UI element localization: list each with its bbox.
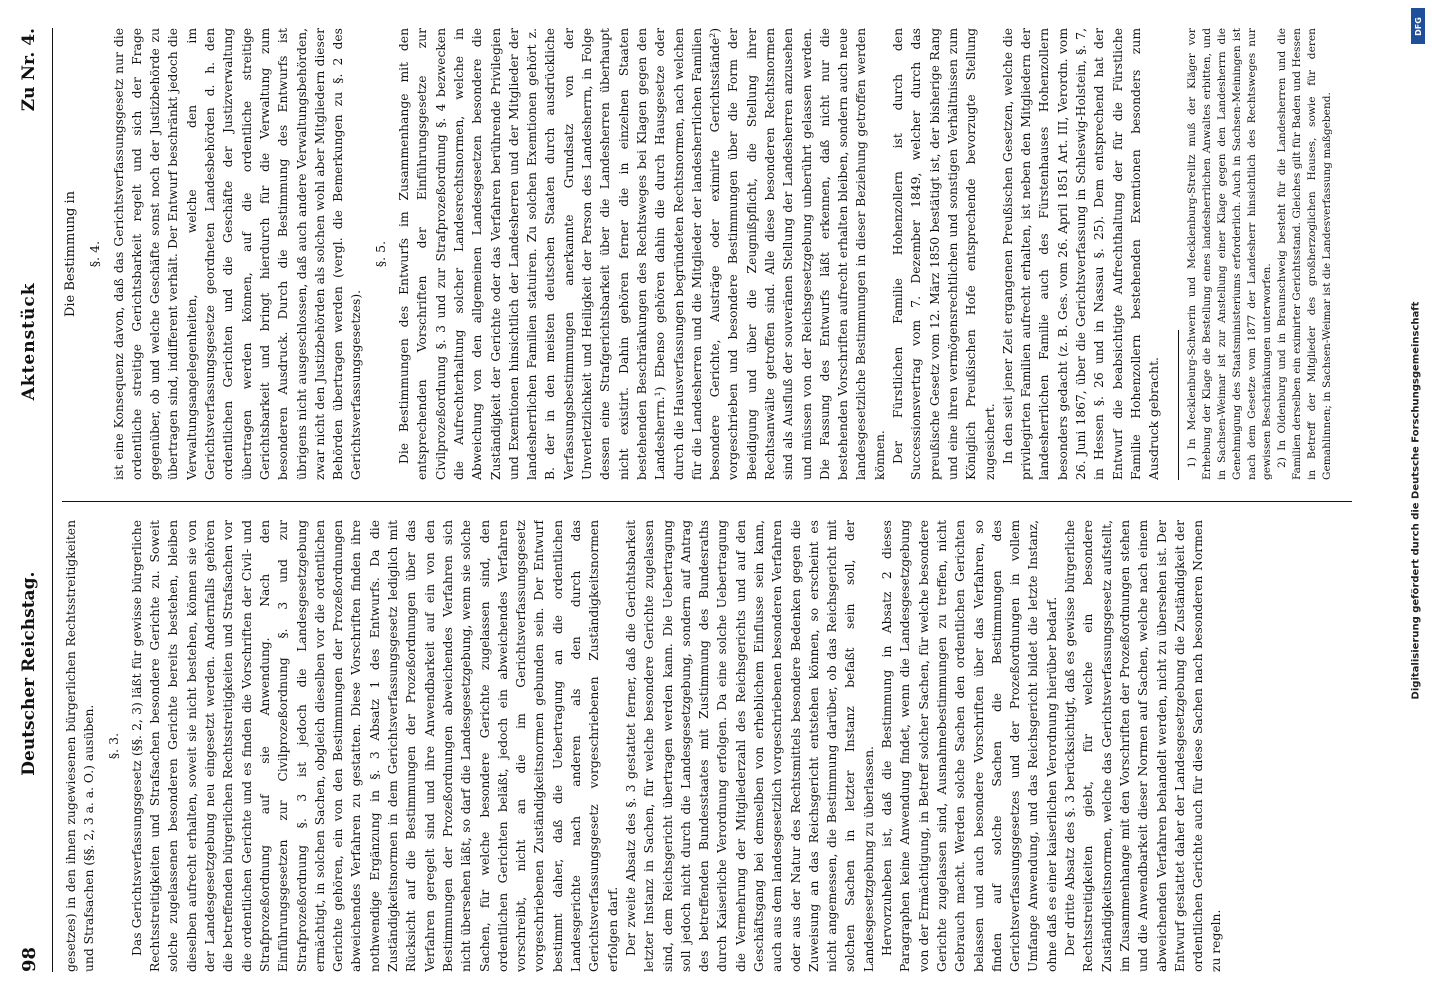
left-paragraph: Der zweite Absatz des §. 3 gestattet ferner, daß die Gerichtsbarkeit letzter Instanz in Sachen, für welche besondere Gerichte zugelassen sind, dem Reichsgericht übertragen werden kann. Die Uebertragung soll jedoch nicht durch die Landesgesetzgebung, sondern auf Antrag des betreffenden Bundesstaates mit Zustimmung des Bundesraths durch Kaiserliche Verordnung erfolgen. Da eine solche Uebertragung die Vermehrung der Mitgliederzahl des Reichsgerichts und auf den Geschäftsgang bei demselben von erheblichem Einflusse sein kann, auch aus dem landesgesetzlich vorgeschriebenen besonderen Verfahren oder aus der Natur des Rechtsmittels besondere Bedenken gegen die Zuweisung an das Reichsgericht entstehen können, so erscheint es nicht angemessen, die Bestimmung darüber, ob das Reichsgericht mit solchen Sachen in letzter Instanz befaßt sein soll, der Landesgesetzgebung zu überlassen. [623,520,876,972]
left-paragraph: Hervorzuheben ist, daß die Bestimmung in Absatz 2 dieses Paragraphen keine Anwendung findet, wenn die Landesgesetzgebung von der Ermächtigung, in Betreff solcher Sachen, für welche besondere Gerichte zugelassen sind, Ausnahmebestimmungen zu treffen, nicht Gebrauch macht. Werden solche Sachen den ordentlichen Gerichten belassen und auch besondere Vorschriften über das Verfahren, so finden auf solche Sachen die Bestimmungen des Gerichtsverfassungsgesetzes und der Prozeßordnungen in vollem Umfange Anwendung, und das Reichsgericht bildet die letzte Instanz, ohne daß es einer kaiserlichen Verordnung hierüber bedarf. [880,520,1059,972]
right-paragraph: In den seit jener Zeit ergangenen Preußischen Gesetzen, welche die privilegirten Familien aufrecht erhalten, ist neben den Mitgliedern der landesherrlichen Familie auch des Fürstenhauses Hohenzollern besonders gedacht (z. B. Ges. vom 26. April 1851 Art. III, Verordn. vom 26. Juni 1867, über die Gerichtsverfassung in Schleswig-Holstein, §. 7, in Hessen §. 26 und in Nassau §. 25). Dem entsprechend hat der Entwurf die beabsichtigte Aufrechthaltung der für die Fürstliche Familie Hohenzollern bestehenden Exemtionen besonders zum Ausdruck gebracht. [1000,28,1162,480]
section-5-heading: §. 5. [372,240,388,268]
left-paragraph: Das Gerichtsverfassungsgesetz (§§. 2, 3) läßt für gewisse bürgerliche Rechtsstreitigkeiten und Strafsachen besondere Gerichte zu. Soweit solche zugelassenen besonderen Gerichte bereits bestehen, bleiben dieselben aufrecht erhalten, soweit sie nicht bestehen, können sie von der Landesgesetzgebung neu eingesetzt werden. Andernfalls gehören die betreffenden bürgerlichen Rechtsstreitigkeiten und Strafsachen vor die ordentlichen Gerichte und es finden die Vorschriften der Civil- und Strafprozeßordnung auf sie Anwendung. Nach den Einführungsgesetzen zur Civilprozeßordnung §. 3 und zur Strafprozeßordnung §. 3 ist jedoch die Landesgesetzgebung ermächtigt, in solchen Sachen, obgleich dieselben vor die ordentlichen Gerichte gehören, ein von den Bestimmungen der Prozeßordnungen abweichendes Verfahren zu gestatten. Diese Vorschriften finden ihre nothwendige Ergänzung in §. 3 Absatz 1 des Entwurfs. Da die Zuständigkeitsnormen in dem Gerichtsverfassungsgesetz lediglich mit Rücksicht auf die Bestimmungen der Prozeßordnungen über das Verfahren geregelt sind und ihre Anwendbarkeit auf ein von den Bestimmungen der Prozeßordnungen abweichendes Verfahren sich nicht übersehen läßt, so darf die Landesgesetzgebung, wenn sie solche Sachen, für welche besondere Gerichte zugelassen sind, den ordentlichen Gerichten beläßt, jedoch ein abweichendes Verfahren vorschreibt, nicht an die im Gerichtsverfassungsgesetz vorgeschriebenen Zuständigkeitsnormen gebunden sein. Der Entwurf bestimmt daher, daß die Uebertragung an die ordentlichen Landesgerichte nach anderen als den durch das Gerichtsverfassungsgesetz vorgeschriebenen Zuständigkeitsnormen erfolgen darf. [129,520,620,972]
dfg-logo [1411,8,1425,44]
header-rule [52,28,53,972]
document-label: Aktenstück [19,282,39,401]
document-number: Zu Nr. 4. [19,28,39,112]
footnotes [1185,28,1335,480]
publication-title: Deutscher Reichstag. [19,571,39,776]
section-4-heading: §. 4. [87,240,103,268]
dfg-logo-text: DFG [1413,16,1423,36]
right-paragraph: Der Fürstlichen Familie Hohenzollern ist durch den Successionsvertrag vom 7. Dezember 1849, welcher durch das preußische Gesetz vom 12. März 1850 bestätigt ist, der bisherige Rang und eine ihren vermögensrechtlichen und sonstigen Verhältnissen zum Königlich Preußischen Hofe entsprechende bevorzugte Stellung zugesichert. [891,28,997,480]
digitization-credit-text: Digitalisierung gefördert durch die Deutsche Forschungsgemeinschaft [1410,301,1422,699]
section-3-heading: §. 3. [105,732,121,760]
digitization-credit [1404,8,1428,992]
right-paragraph: ist eine Konsequenz davon, daß das Gerichtsverfassungsgesetz nur die ordentliche streitige Gerichtsbarkeit regelt und sich der Frage gegenüber, ob und welche Geschäfte sonst noch der Justizbehörde zu übertragen sind, indifferent verhält. Der Entwurf beschränkt jedoch die Verwaltungsangelegenheiten, welche den im Gerichtsverfassungsgesetze geordneten Landesbehörden d. h. den ordentlichen Gerichten und die Geschäfte der Justizverwaltung übertragen werden können, auf die ordentliche streitige Gerichtsbarkeit und bringt hierdurch für die Verwaltung zum besonderen Ausdruck. Durch die Bestimmung des Entwurfs ist übrigens nicht ausgeschlossen, daß auch andere Verwaltungsbehörden, zwar nicht den Justizbehörden als solchen wohl aber Mitgliedern dieser Behörden übertragen werden (vergl. die Bemerkungen zu §. 2 des Gerichtsverfassungsgesetzes). [111,28,364,480]
left-column [62,520,1362,972]
page-number: 98 [18,946,40,972]
right-paragraph: Die Bestimmungen des Entwurfs im Zusammenhange mit den entsprechenden Vorschriften der Einführungsgesetze zur Civilprozeßordnung §. 3 und zur Strafprozeßordnung §. 4 bezwecken die Aufrechterhaltung solcher Landesrechtsnormen, welche in Abweichung von den allgemeinen Landesgesetzen besondere die Zuständigkeit der Gerichte oder das Verfahren berührende Privilegien und Exemtionen hinsichtlich der Landesherren und der Mitglieder der landesherrlichen Familien statuiren. Zu solchen Exemtionen gehört z. B. der in den meisten deutschen Staaten durch ausdrückliche Verfassungsbestimmungen anerkannte Grundsatz von der Unverletzlichkeit und Heiligkeit der Person des Landesherrn, in Folge dessen eine Strafgerichtsbarkeit über die Landesherren überhaupt nicht existirt. Dahin gehören ferner die in einzelnen Staaten bestehenden Beschränkungen des Rechtsweges bei Klagen gegen den Landesherrn.¹) Ebenso gehören dahin die durch Hausgesetze oder durch die Hausverfassungen begründeten Rechtsnormen, nach welchen für die Landesherren und die Mitglieder der landesherrlichen Familien besondere Gerichte, Austräge oder eximirte Gerichtsstände²) vorgeschrieben und besondere Bestimmungen über die Form der Beeidigung und über die Zeugnißpflicht, die Stellung ihrer Rechtsanwälte getroffen sind. Alle diese besonderen Rechtsnormen sind als Ausfluß der souveränen Stellung der Landesherren anzusehen und müssen von der Reichsgesetzgebung unberührt gelassen werden. Die Fassung des Entwurfs läßt erkennen, daß nicht nur die bestehenden Vorschriften aufrecht erhalten bleiben, sondern auch neue landesgesetzliche Bestimmungen in dieser Beziehung getroffen werden können. [397,28,887,480]
page-header [8,28,50,972]
footnote: 2) In Oldenburg und in Braunschweig besteht für die Landesherren und die Familien derselben ein eximirter Gerichtsstand. Gleiches gilt für Baden und Hessen in Betreff der Mitglieder des großherzoglichen Hauses, sowie für deren Gemahlinnen; in Sachsen-Weimar ist die Landesverfassung maßgebend. [1275,28,1333,480]
intro-heading: Die Bestimmung in [63,190,78,318]
right-column [62,28,1362,480]
footnote: 1) In Mecklenburg-Schwerin und Mecklenburg-Strelitz muß der Kläger vor Erhebung der Klage die Bestellung eines landesherrlichen Anwaltes erbitten, und in Sachsen-Weimar ist zur Anstellung einer Klage gegen den Landesherrn die Genehmigung des Staatsministeriums erforderlich. Auch in Sachsen-Meiningen ist nach dem Gesetze vom 1877 der Landesherr hinsichtlich des Rechtsweges nur gewissen Beschränkungen unterworfen. [1185,28,1273,480]
footnote-rule [1178,330,1179,480]
left-paragraph-continued: gesetzes) in den ihnen zugewiesenen bürgerlichen Rechtsstreitigkeiten und Strafsachen (§§. 2, 3 a. a. O.) ausüben. [64,520,97,972]
column-divider [62,501,1352,502]
left-paragraph: Der dritte Absatz des §. 3 berücksichtigt, daß es gewisse bürgerliche Rechtsstreitigkeiten giebt, für welche ein besondere Zuständigkeitsnormen, welche das Gerichtsverfassungsgesetz aufstellt, im Zusammenhange mit den Vorschriften der Prozeßordnungen stehen und die Anwendbarkeit dieser Normen auf Sachen, welche nach einem abweichenden Verfahren behandelt werden, nicht zu übersehen ist. Der Entwurf gestattet daher der Landesgesetzgebung die Zuständigkeit der ordentlichen Gerichte auch für diese Sachen nach besonderen Normen zu regeln. [1063,520,1224,972]
